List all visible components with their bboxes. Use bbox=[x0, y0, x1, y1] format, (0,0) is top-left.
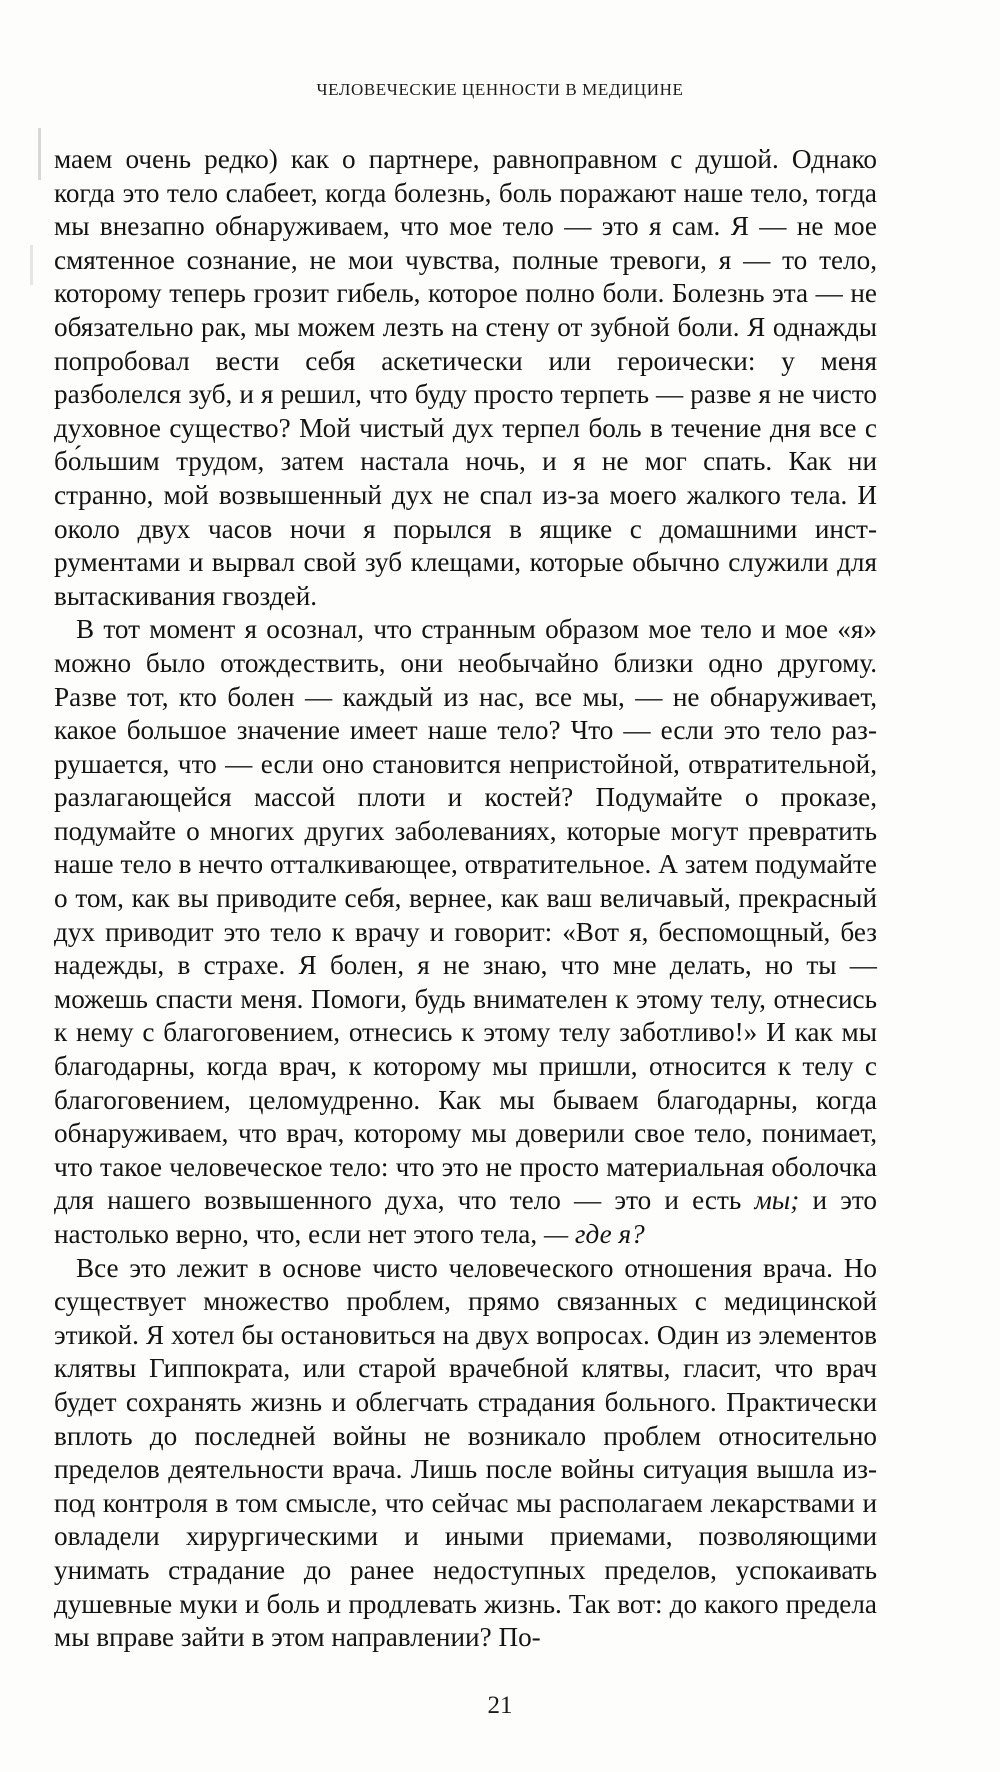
paragraph-3: Все это лежит в основе чисто человеческого отношения врача. Но существует множество проблем, прямо связанных с медицинской этикой. Я хотел бы остановиться на двух вопросах. Один из элементов клятвы Гиппократа, или старой врачебной клятвы, гласит, что врач будет сохранять жизнь и облегчать страдания больного. Практически вплоть до последней войны не возникало проблем относительно пределов деятельности врача. Лишь после войны ситуация вышла из-под контроля в том смысле, что сейчас мы располагаем лекарствами и овладели хирургическими и иными приемами, позволяющими унимать страдание до ранее недоступных пределов, успокаивать душевные муки и боль и продлевать жизнь. Так вот: до какого предела мы вправе зайти в этом направлении? По- bbox=[54, 1252, 877, 1653]
running-header-title: ЧЕЛОВЕЧЕСКИЕ ЦЕННОСТИ В МЕДИЦИНЕ bbox=[316, 80, 684, 99]
paragraph-2-emphasis-where-am-i: — где я? bbox=[543, 1219, 645, 1249]
scan-artifact-left-edge bbox=[38, 128, 41, 180]
paragraph-continued: маем очень редко) как о партнере, равноправном с душой. Однако когда это тело слабеет, когда болезнь, боль поражают наше тело, тогда мы внезапно обнаруживаем, что мое тело — это я сам. Я — не мое смятенное сознание, не мои чувства, полные тревоги, я — то тело, которому теперь грозит гибель, которое полно боли. Болезнь эта — не обязательно рак, мы можем лезть на стену от зубной боли. Я однажды попробовал вести себя аскетически или героически: у меня разболелся зуб, и я решил, что буду просто терпеть — разве я не чисто духовное существо? Мой чистый дух терпел боль в течение дня все с бо́льшим трудом, затем настала ночь, и я не мог спать. Как ни странно, мой возвышенный дух не спал из-за моего жалкого тела. И около двух часов ночи я порылся в ящике с домашними инструментами и вырвал свой зуб клещами, которые обычно служили для вытаскивания гвоздей. bbox=[54, 144, 877, 611]
paragraph-2-emphasis-we: мы; bbox=[754, 1185, 800, 1216]
paragraph-2-text-cont: и это настолько верно, что, если нет этого тела, bbox=[54, 1185, 878, 1249]
scan-artifact-left-edge-lower bbox=[30, 245, 33, 285]
paragraph-2-text: В тот момент я осознал, что странным образом мое тело и мое «я» можно было отождествить, они необычайно близки одно другому. Разве тот, кто болен — каждый из нас, все мы, — не обнаруживает, какое большое значение имеет наше тело? Что — если это тело разрушается, что — если оно становится непристойной, отвратительной, разлагающейся массой плоти и костей? Подумайте о проказе, подумайте о многих других заболеваниях, которые могут превратить наше тело в нечто отталкивающее, отвратительное. А затем подумайте о том, как вы приводите себя, вернее, как ваш величавый, прекрасный дух приводит это тело к врачу и говорит: «Вот я, беспомощный, без надежды, в страхе. Я болен, я не знаю, что мне делать, но ты — можешь спасти меня. Помоги, будь внимателен к этому телу, отнесись к нему с благоговением, отнесись к этому телу заботливо!» И как мы благодарны, когда врач, к которому мы пришли, относится к телу с благоговением, целомудренно. Как мы бываем благодарны, когда обнаруживаем, что врач, которому мы доверили свое тело, понимает, что такое человеческое тело: что это не просто материальная оболочка для нашего возвышенного духа, что тело — это и есть bbox=[54, 614, 877, 1216]
body-text bbox=[54, 143, 877, 1655]
paragraph-2 bbox=[54, 613, 877, 1251]
page-number: 21 bbox=[487, 1692, 513, 1719]
